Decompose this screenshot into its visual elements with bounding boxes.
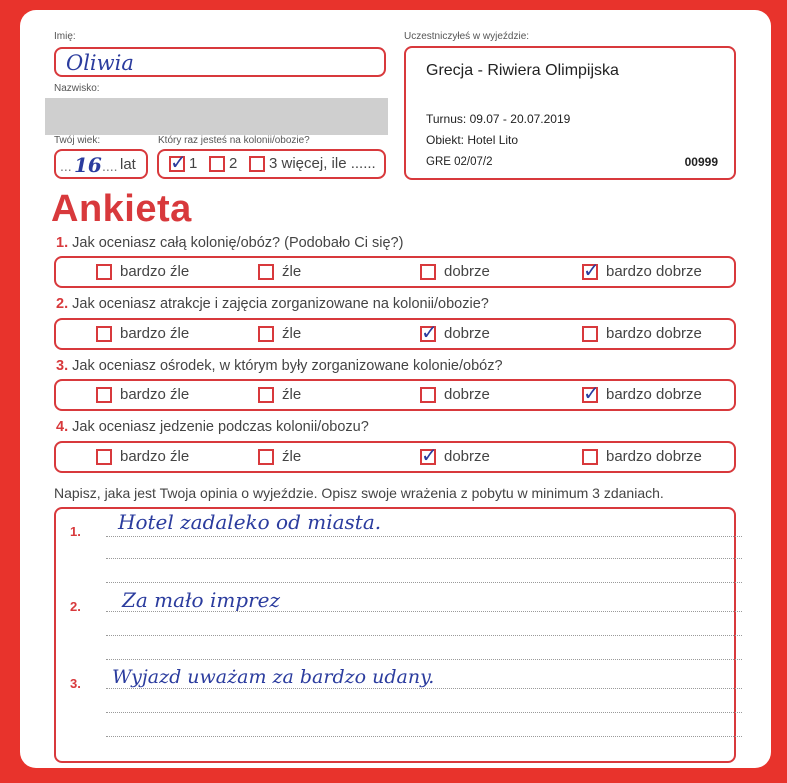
page-title: Ankieta	[51, 188, 192, 230]
checkmark-icon: ✓	[421, 320, 438, 344]
lat-label: lat	[120, 156, 136, 173]
writing-line	[106, 736, 742, 737]
wiek-value: 16	[74, 153, 102, 177]
answer-label: dobrze	[444, 325, 490, 342]
imie-field[interactable]	[54, 47, 386, 77]
answer-row-4	[54, 441, 736, 473]
answer-label: bardzo dobrze	[606, 386, 702, 403]
ktory-raz-2-label: 2	[229, 155, 238, 172]
ktory-raz-2-checkbox[interactable]	[209, 156, 225, 172]
trip-title: Grecja - Riwiera Olimpijska	[426, 62, 619, 79]
trip-obiekt: Obiekt: Hotel Lito	[426, 133, 519, 147]
writing-line	[106, 659, 742, 660]
writing-line	[106, 712, 742, 713]
imie-label: Imię:	[54, 31, 76, 42]
question-2: 2. Jak oceniasz atrakcje i zajęcia zorganizowane na kolonii/obozie?	[56, 296, 489, 312]
answer-label: dobrze	[444, 263, 490, 280]
trip-turnus: Turnus: 09.07 - 20.07.2019	[426, 112, 571, 126]
trip-number: 00999	[684, 155, 718, 169]
answer-checkbox[interactable]	[420, 320, 438, 344]
nazwisko-label: Nazwisko:	[54, 83, 100, 94]
writing-line	[106, 635, 742, 636]
answer-checkbox[interactable]	[420, 387, 436, 403]
answer-checkbox[interactable]	[96, 326, 112, 342]
survey-sheet	[20, 10, 771, 768]
answer-label: bardzo dobrze	[606, 325, 702, 342]
answer-label: dobrze	[444, 386, 490, 403]
checkmark-icon: ✓	[170, 150, 187, 174]
answer-checkbox[interactable]	[582, 381, 600, 405]
answer-row-3	[54, 379, 736, 411]
answer-label: źle	[282, 448, 302, 465]
imie-value: Oliwia	[66, 51, 134, 75]
wiek-dots-right: ....	[102, 158, 118, 174]
wiek-label: Twój wiek:	[54, 135, 101, 146]
answer-label: źle	[282, 263, 302, 280]
answer-label: bardzo źle	[120, 325, 190, 342]
opinion-1-text: Hotel zadaleko od miasta.	[118, 510, 382, 534]
answer-label: dobrze	[444, 448, 490, 465]
writing-line	[106, 688, 742, 689]
wiek-dots-left: ...	[60, 158, 72, 174]
writing-line	[106, 582, 742, 583]
uczestniczyles-label: Uczestniczyłeś w wyjeździe:	[404, 31, 530, 42]
nazwisko-redacted	[45, 98, 388, 135]
answer-checkbox[interactable]	[582, 449, 598, 465]
question-3: 3. Jak oceniasz ośrodek, w którym były zorganizowane kolonie/obóz?	[56, 358, 503, 374]
answer-label: źle	[282, 325, 302, 342]
opinion-2-num: 2.	[70, 599, 81, 614]
answer-label: bardzo źle	[120, 263, 190, 280]
answer-label: bardzo dobrze	[606, 263, 702, 280]
answer-label: bardzo dobrze	[606, 448, 702, 465]
answer-checkbox[interactable]	[96, 449, 112, 465]
ktory-raz-3-label: 3 więcej, ile ......	[269, 155, 376, 172]
writing-line	[106, 558, 742, 559]
answer-label: bardzo źle	[120, 448, 190, 465]
opinion-3-num: 3.	[70, 676, 81, 691]
answer-checkbox[interactable]	[582, 258, 600, 282]
answer-label: bardzo źle	[120, 386, 190, 403]
answer-row-2	[54, 318, 736, 350]
question-4: 4. Jak oceniasz jedzenie podczas kolonii/obozu?	[56, 419, 369, 435]
ktory-raz-3-checkbox[interactable]	[249, 156, 265, 172]
opinion-1-num: 1.	[70, 524, 81, 539]
question-1: 1. Jak oceniasz całą kolonię/obóz? (Podobało Ci się?)	[56, 235, 404, 251]
checkmark-icon: ✓	[583, 381, 600, 405]
checkmark-icon: ✓	[421, 443, 438, 467]
writing-line	[106, 611, 742, 612]
answer-label: źle	[282, 386, 302, 403]
answer-checkbox[interactable]	[258, 264, 274, 280]
ktory-raz-1-checkbox[interactable]	[169, 150, 187, 174]
answer-row-1	[54, 256, 736, 288]
answer-checkbox[interactable]	[96, 387, 112, 403]
ktory-raz-field	[157, 149, 386, 179]
opinion-3-text: Wyjazd uważam za bardzo udany.	[112, 666, 435, 688]
answer-checkbox[interactable]	[96, 264, 112, 280]
answer-checkbox[interactable]	[258, 387, 274, 403]
answer-checkbox[interactable]	[420, 264, 436, 280]
opinion-2-text: Za mało imprez	[122, 588, 281, 612]
answer-checkbox[interactable]	[582, 326, 598, 342]
answer-checkbox[interactable]	[258, 449, 274, 465]
checkmark-icon: ✓	[583, 258, 600, 282]
answer-checkbox[interactable]	[420, 443, 438, 467]
trip-info-box	[404, 46, 736, 180]
ktory-raz-label: Który raz jesteś na kolonii/obozie?	[158, 135, 310, 146]
wiek-field[interactable]	[54, 149, 148, 179]
opinion-prompt: Napisz, jaka jest Twoja opinia o wyjeździe. Opisz swoje wrażenia z pobytu w minimum 3 zdaniach.	[54, 485, 664, 501]
answer-checkbox[interactable]	[258, 326, 274, 342]
ktory-raz-1-label: 1	[189, 155, 198, 172]
trip-code: GRE 02/07/2	[426, 156, 493, 168]
writing-line	[106, 536, 742, 537]
